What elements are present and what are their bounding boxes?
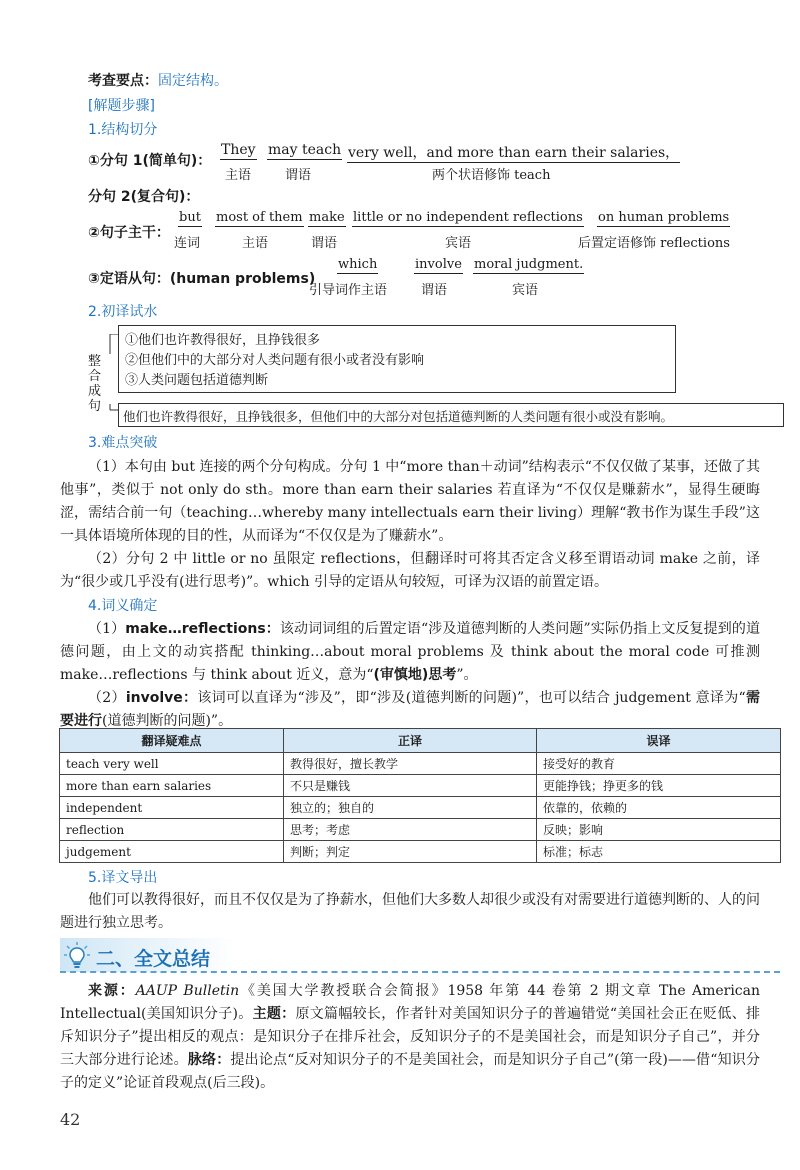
- table-cell: reflection: [60, 819, 284, 841]
- table-row: [60, 797, 781, 819]
- section-3-title: 3.难点突破: [88, 435, 158, 451]
- clause-1-adverbials: very well，and more than earn their salaries，: [348, 145, 680, 161]
- table-cell: independent: [60, 797, 284, 819]
- table-cell: more than earn salaries: [60, 775, 284, 797]
- table-header: 翻译疑难点: [60, 729, 284, 753]
- difficulty-paragraph-2: （2）分句 2 中 little or no 虽限定 reflections，但翻译时可将其否定含义移至谓语动词 make 之前，译为“很少或几乎没有(进行思考)”。which 引导的定语从句较短，可译为汉语的前置定语。: [60, 551, 760, 590]
- final-translation: 他们可以教得很好，而且不仅仅是为了挣薪水，但他们大多数人却很少或没有对需要进行道德判断的、人的问题进行独立思考。: [60, 892, 760, 931]
- draft-line-3: ③人类问题包括道德判断: [125, 373, 269, 388]
- table-cell: 思考；考虑: [284, 819, 537, 841]
- lightbulb-icon: [64, 941, 90, 969]
- section-4-title: 4.词义确定: [88, 598, 158, 614]
- table-cell: 判断；判定: [284, 841, 537, 863]
- table-header: 正译: [284, 729, 537, 753]
- main-w5: on human problems: [598, 210, 730, 225]
- clause-1-gloss-predicate: 谓语: [285, 168, 312, 183]
- rel-g2: 谓语: [421, 283, 448, 298]
- table-row: [60, 819, 781, 841]
- rel-w1: which: [338, 257, 378, 272]
- rel-g3: 宾语: [512, 283, 539, 298]
- clause-1-gloss-subject: 主语: [225, 168, 252, 183]
- table-cell: 接受好的教育: [537, 753, 781, 775]
- rel-g1: 引导词作主语: [309, 283, 388, 298]
- table-header-row: [60, 729, 781, 753]
- table-cell: 标准；标志: [537, 841, 781, 863]
- relative-clause-label: ③定语从句：(human problems): [88, 271, 316, 287]
- main-w3: make: [309, 210, 345, 225]
- rel-w3: moral judgment.: [474, 257, 584, 272]
- table-cell: 独立的；独自的: [284, 797, 537, 819]
- table-row: [60, 775, 781, 797]
- main-w1: but: [179, 210, 201, 225]
- clause-2-label: 分句 2(复合句)：: [88, 189, 200, 205]
- table-row: [60, 841, 781, 863]
- summary-header: [60, 938, 780, 972]
- draft-lines-box: [118, 325, 676, 393]
- table-cell: 依靠的，依赖的: [537, 797, 781, 819]
- exam-point-label: 考查要点：: [88, 73, 158, 89]
- exam-point-value: 固定结构。: [158, 73, 228, 89]
- table-cell: 不只是赚钱: [284, 775, 537, 797]
- translation-table: [59, 728, 781, 863]
- main-g5: 后置定语修饰 reflections: [578, 236, 730, 251]
- main-w2: most of them: [216, 210, 303, 225]
- clause-1-gloss-adverbials: 两个状语修饰 teach: [432, 168, 551, 183]
- table-cell: 更能挣钱；挣更多的钱: [537, 775, 781, 797]
- clause-1-subject: They: [221, 142, 256, 158]
- word-meaning-paragraph-2: （2）involve：该词可以直译为“涉及”，即“涉及(道德判断的问题)”，也可以结合 judgement 意译为“需要进行(道德判断的问题)”。: [60, 690, 760, 729]
- section-2-title: 2.初译试水: [88, 304, 158, 320]
- section-1-title: 1.结构切分: [88, 122, 158, 138]
- clause-1-label: ①分句 1(简单句)：: [88, 153, 212, 169]
- table-header: 误译: [537, 729, 781, 753]
- clause-1-predicate: may teach: [268, 142, 342, 158]
- summary-heading: 二、全文总结: [96, 948, 211, 970]
- table-cell: judgement: [60, 841, 284, 863]
- exam-point: [88, 70, 228, 90]
- side-label: 整 合 成 句: [88, 354, 102, 414]
- table-row: [60, 753, 781, 775]
- main-g1: 连词: [174, 236, 201, 251]
- combined-sentence-box: [118, 403, 784, 427]
- difficulty-paragraph-1: （1）本句由 but 连接的两个分句构成。分句 1 中“more than＋动词”结构表示“不仅仅做了某事，还做了其他事”，类似于 not only do sth。more than earn their salaries 若直译为“不仅仅是赚薪水”，显得生硬晦涩，需结合前一句（teaching…whereby many intellectuals earn their living）理解“教书作为谋生手段”这一具体语境所体现的目的性，从而译为“不仅仅是为了赚薪水”。: [60, 459, 760, 544]
- table-cell: 教得很好，擅长教学: [284, 753, 537, 775]
- draft-line-2: ②但他们中的大部分对人类问题有很小或者没有影响: [125, 353, 425, 368]
- section-5-title: 5.译文导出: [88, 870, 158, 886]
- main-g2: 主语: [242, 236, 269, 251]
- steps-title: [解题步骤]: [88, 98, 155, 114]
- page-number: 42: [60, 1110, 81, 1129]
- draft-line-1: ①他们也许教得很好，且挣钱很多: [125, 333, 321, 348]
- main-clause-label: ②句子主干：: [88, 225, 170, 241]
- main-w4: little or no independent reflections: [353, 210, 583, 225]
- summary-paragraph: 来源：AAUP Bulletin《美国大学教授联合会简报》1958 年第 44 卷第 2 期文章 The American Intellectual(美国知识分子)。主题：原文篇幅较长，作者针对美国知识分子的普遍错觉“美国社会正在贬低、排斥知识分子”提出相反的观点：是知识分子在排斥社会，反知识分子的不是美国社会，而是知识分子自己”，并分三大部分进行论述。脉络：提出论点“反对知识分子的不是美国社会，而是知识分子自己”(第一段)——借“知识分子的定义”论证首段观点(后三段)。: [60, 983, 761, 1091]
- main-g3: 谓语: [311, 236, 338, 251]
- combined-sentence: 他们也许教得很好，且挣钱很多，但他们中的大部分对包括道德判断的人类问题有很小或没有影响。: [123, 409, 674, 424]
- word-meaning-paragraph-1: （1）make…reflections：该动词词组的后置定语“涉及道德判断的人类问题”实际仍指上文反复提到的道德问题，由上文的动宾搭配 thinking…about moral problems 及 think about the moral code 可推测 make…reflections 与 think about 近义，意为“(审慎地)思考”。: [60, 621, 760, 683]
- rel-w2: involve: [415, 257, 462, 272]
- table-cell: 反映；影响: [537, 819, 781, 841]
- table-cell: teach very well: [60, 753, 284, 775]
- main-g4: 宾语: [445, 236, 472, 251]
